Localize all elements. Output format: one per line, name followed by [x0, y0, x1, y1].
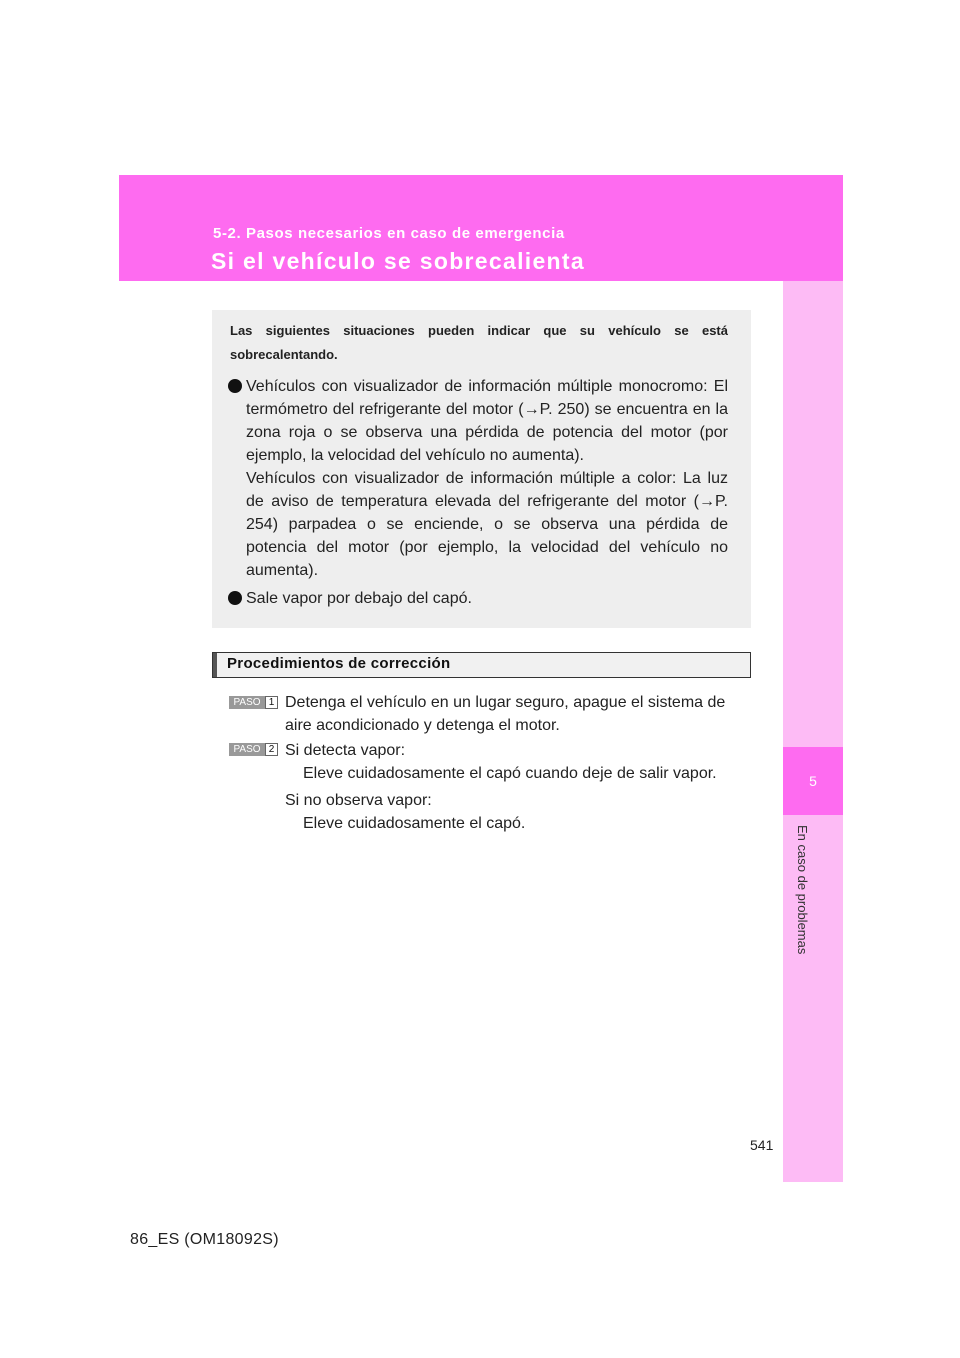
procedure-heading-label: Procedimientos de corrección: [227, 655, 451, 672]
step-action: Eleve cuidadosamente el capó.: [303, 815, 526, 832]
step-badge: [229, 696, 280, 709]
section-label: 5-2. Pasos necesarios en caso de emergencia: [213, 225, 565, 242]
footer-code: 86_ES (OM18092S): [130, 1231, 279, 1248]
step-1-text: Detenga el vehículo en un lugar seguro, apague el sistema de aire acondicionado y detenga el motor.: [285, 694, 726, 734]
step-action: Eleve cuidadosamente el capó cuando deje de salir vapor.: [303, 765, 717, 782]
chapter-number: 5: [809, 773, 817, 789]
side-tab: [783, 281, 843, 1182]
procedure-heading: [212, 652, 751, 678]
bullet-paragraph: Vehículos con visualizador de información múltiple a color: La luz de aviso de temperatura elevada del refrigerante del motor (→P. 254) parpadea o se enciende, o se observa una pérdida de potencia del motor (por ejemplo, la velocidad del vehículo no aumenta).: [246, 470, 728, 579]
step-condition: Si no observa vapor:: [285, 792, 432, 809]
bullet-dot-icon: [228, 379, 242, 393]
bullet-dot-icon: [228, 591, 242, 605]
heading-bar: [213, 653, 217, 677]
step-word: PASO: [229, 743, 265, 756]
bullet-paragraph: Sale vapor por debajo del capó.: [246, 590, 472, 607]
info-bullet: [228, 375, 728, 582]
step-number: 1: [265, 696, 278, 709]
info-intro: Las siguientes situaciones pueden indicar que su vehículo se está sobrecalentando.: [230, 323, 728, 362]
step-word: PASO: [229, 696, 265, 709]
chapter-label: En caso de problemas: [795, 825, 810, 955]
chapter-number-tab[interactable]: [783, 747, 843, 815]
step-badge: [229, 743, 280, 756]
bullet-paragraph: Vehículos con visualizador de información múltiple monocromo: El termómetro del refrigerante del motor (→P. 250) se encuentra en la zona roja o se observa una pérdida de potencia del motor (por ejemplo, la velocidad del vehículo no aumenta).: [246, 378, 728, 464]
step-2-content: [285, 739, 750, 835]
page-title: Si el vehículo se sobrecalienta: [211, 248, 585, 274]
info-bullet: [228, 587, 728, 610]
page-number: 541: [750, 1137, 774, 1153]
step-condition: Si detecta vapor:: [285, 742, 406, 759]
step-number: 2: [265, 743, 278, 756]
